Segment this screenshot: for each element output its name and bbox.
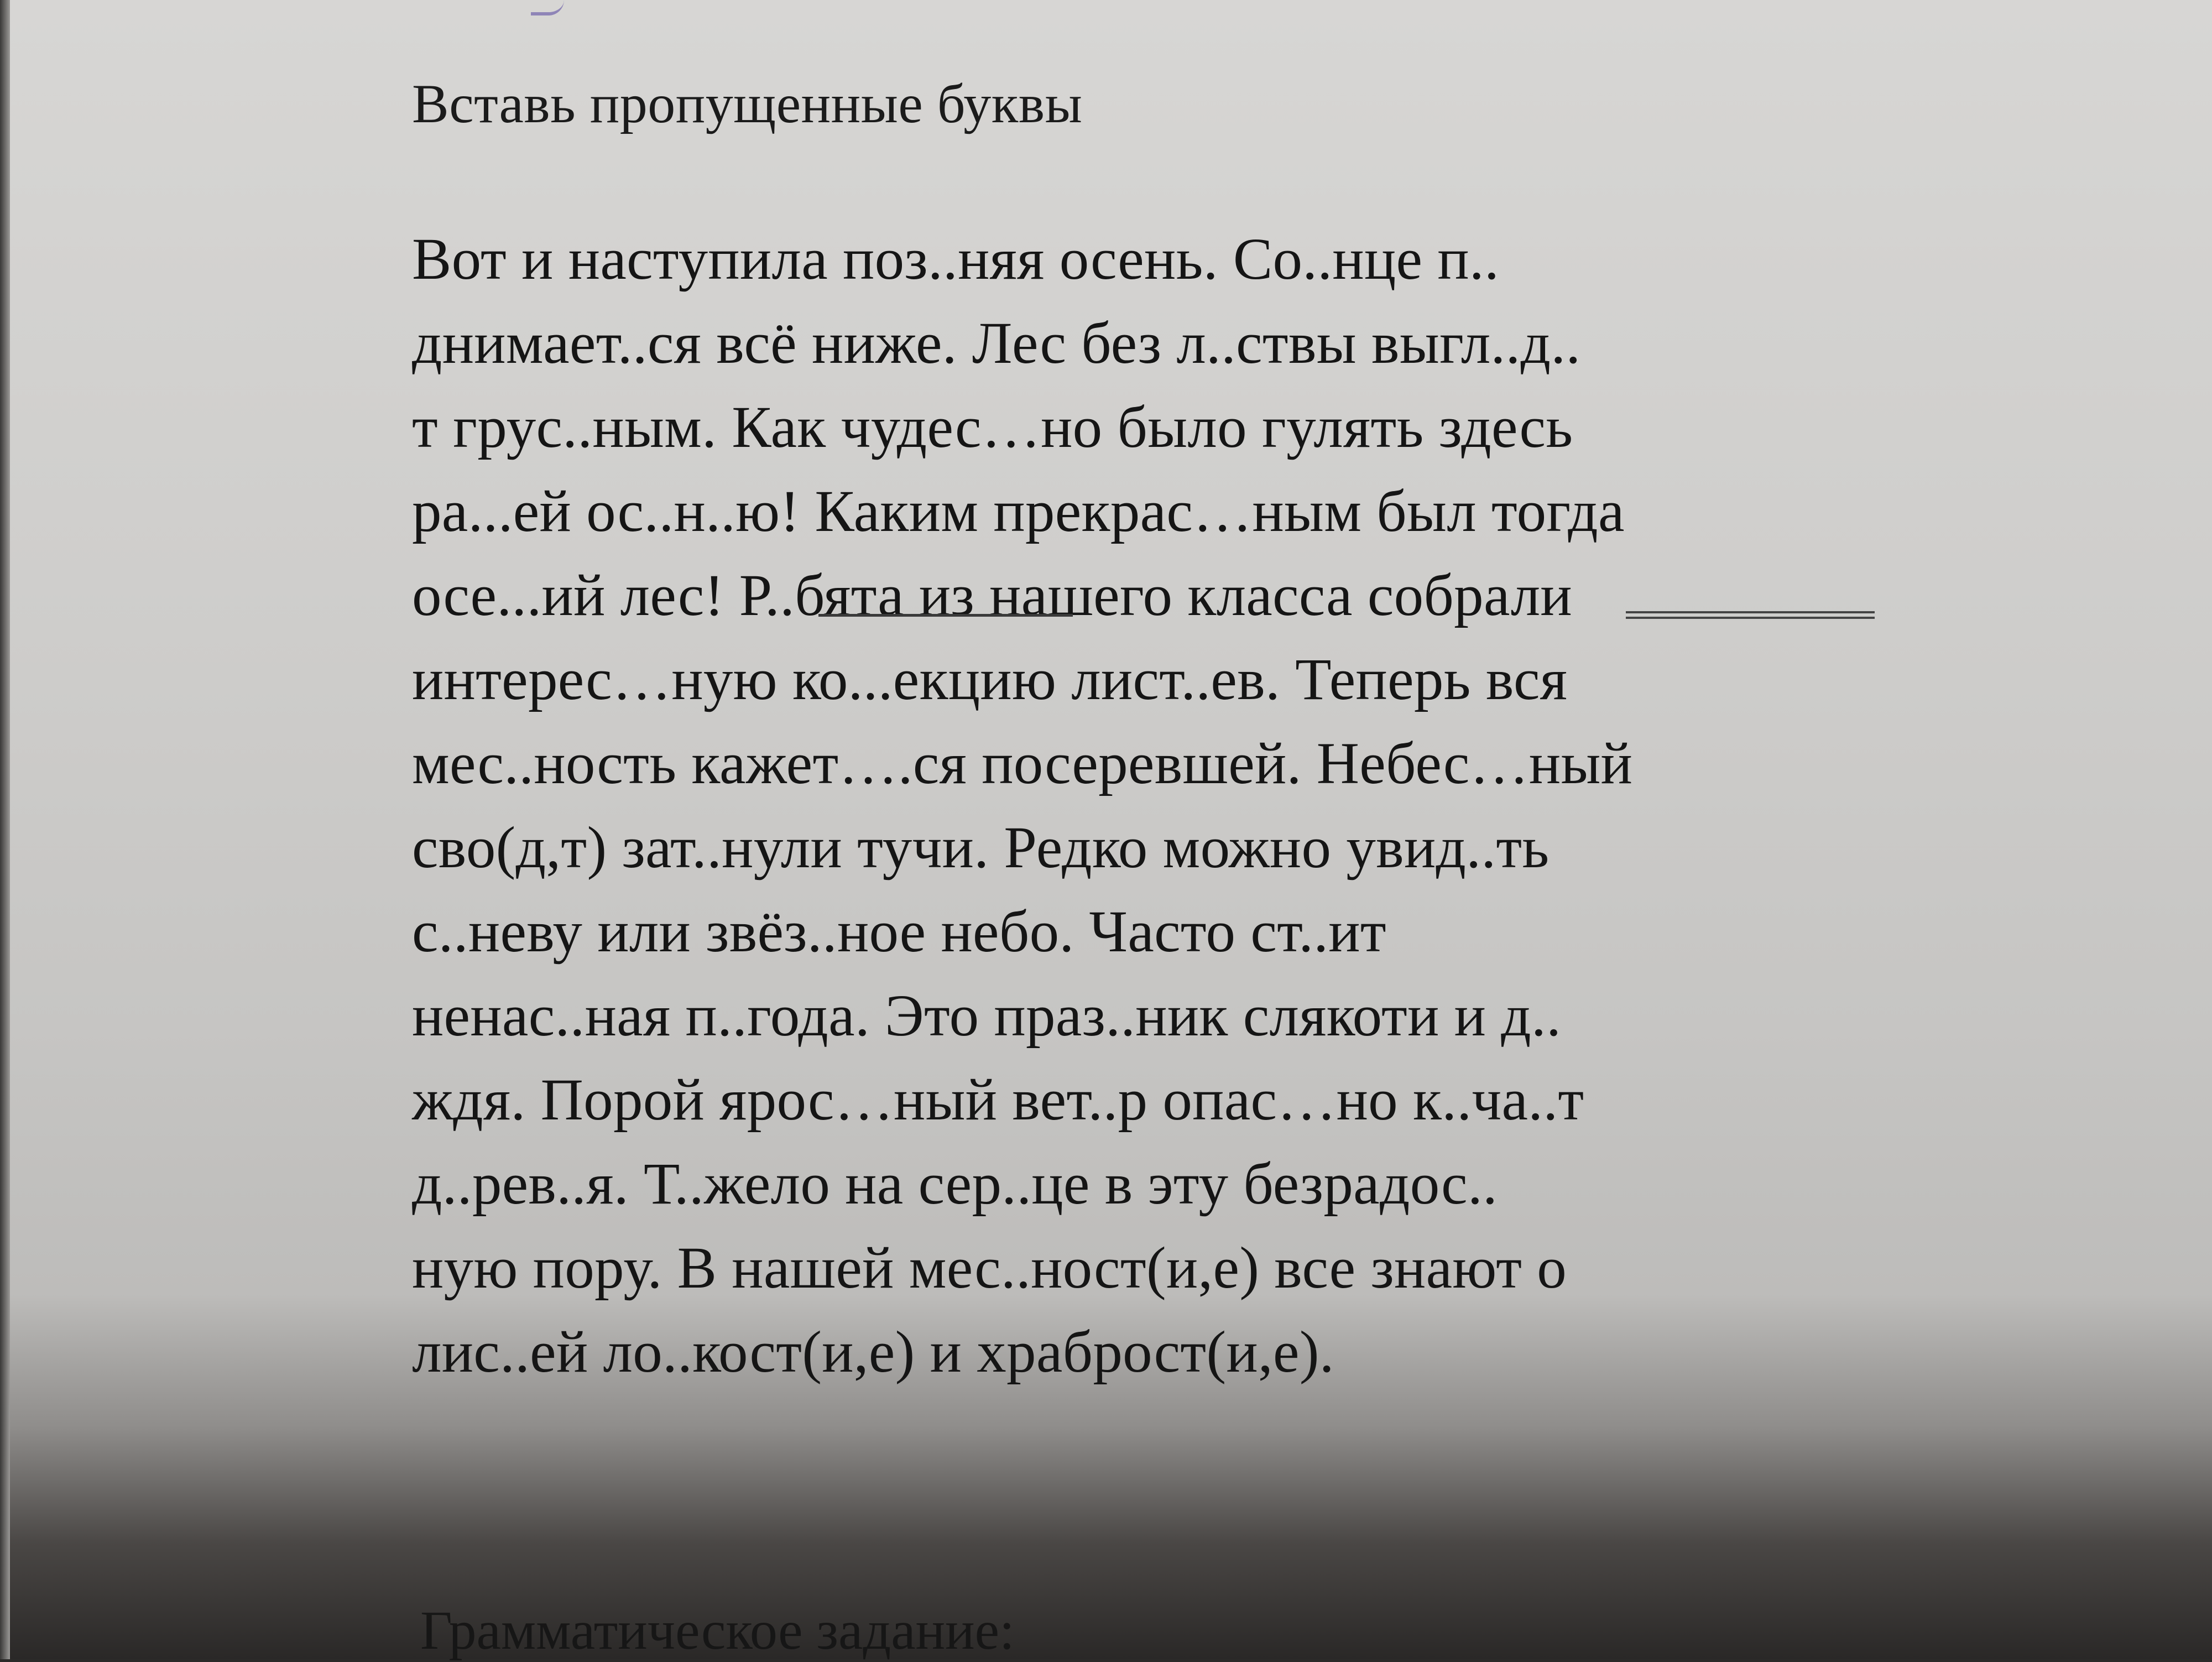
text-line-3: т грус..ным. Как чудес…но было гулять здесь [412,395,1573,460]
text-line-6: интерес…ную ко...екцию лист..ев. Теперь вся [412,647,1568,712]
text-line-5: осе...ий лес! Р..бята из нашего класса собрали [412,563,1572,628]
paper-edge [0,0,10,1659]
subject-underline [818,559,1073,617]
text-line-14: лис..ей ло..кост(и,е) и храброст(и,е). [412,1320,1334,1385]
text-line-13: ную пору. В нашей мес..ност(и,е) все знают о [412,1236,1567,1301]
grammar-task-heading: Грамматическое задание: [420,1600,1015,1661]
worksheet-title: Вставь пропущенные буквы [412,73,1083,134]
text-line-10: ненас..ная п..года. Это праз..ник слякоти и д.. [412,983,1562,1049]
text-line-7: мес..ность кажет….ся посеревшей. Небес…ный [412,731,1633,796]
text-line-9: с..неву или звёз..ное небо. Часто ст..ит [412,899,1386,965]
text-line-4: ра...ей ос..н..ю! Каким прекрас…ным был тогда [412,479,1625,544]
text-line-1: Вот и наступила поз..няя осень. Со..нце п.. [412,227,1500,292]
predicate-underline-2 [1626,561,1875,619]
text-line-12: д..рев..я. Т..жело на сер..це в эту безрадос.. [412,1152,1498,1217]
text-line-11: ждя. Порой ярос…ный вет..р опас…но к..ча..т [412,1067,1584,1133]
text-line-8: сво(д,т) зат..нули тучи. Редко можно увид..ть [412,815,1550,881]
text-line-2: днимает..ся всё ниже. Лес без л..ствы выгл..д.. [412,311,1581,376]
